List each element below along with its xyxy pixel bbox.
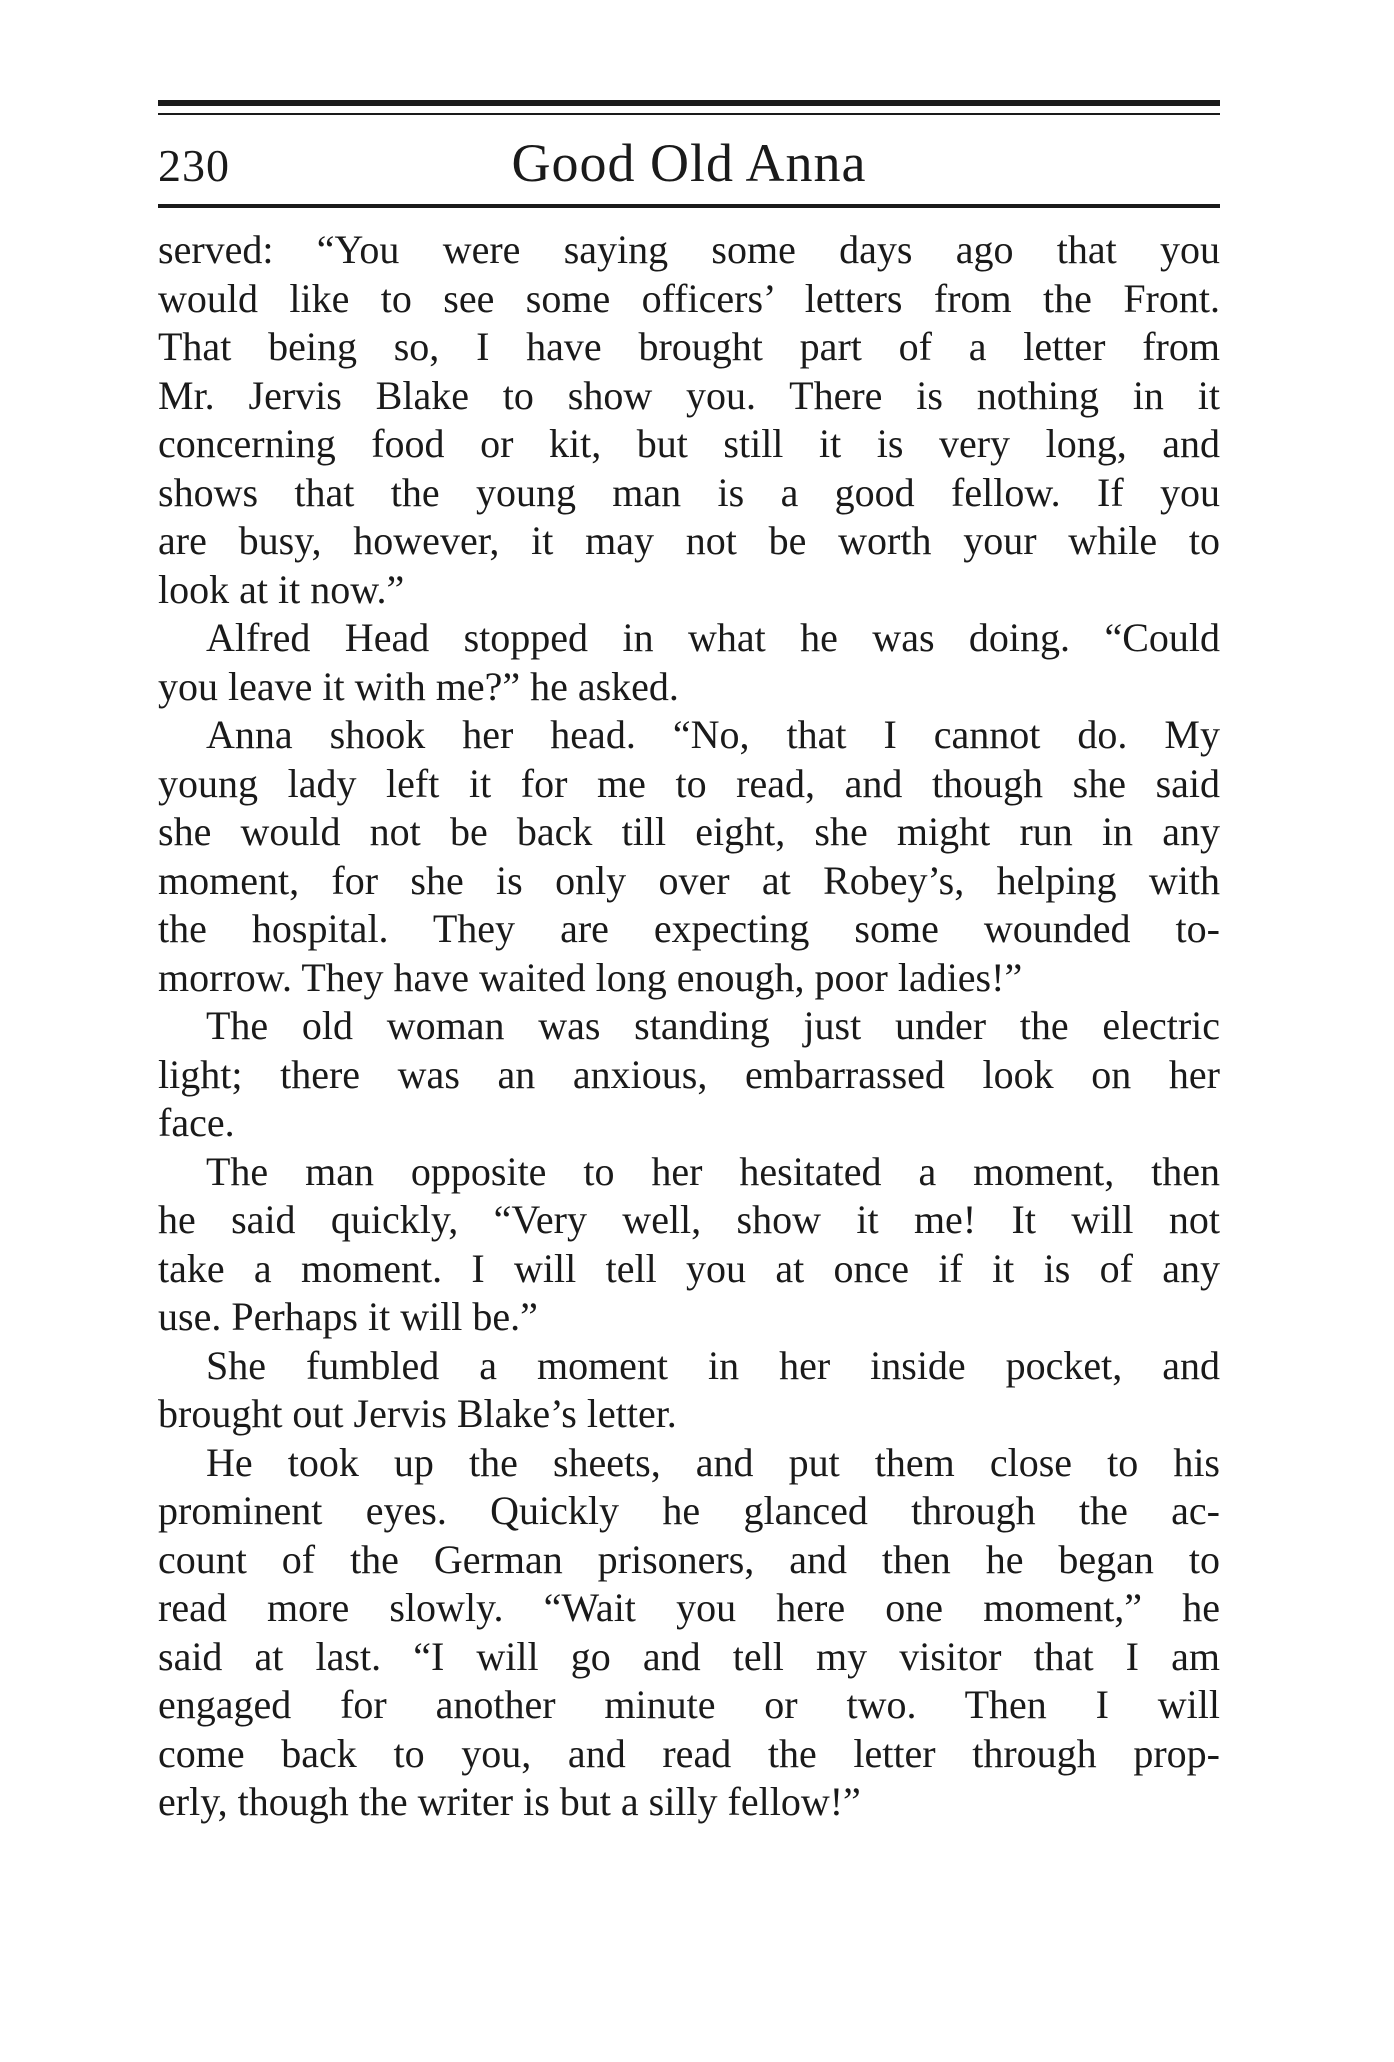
text-line: the hospital. They are expecting some wounded to- xyxy=(158,906,1220,951)
text-line: The old woman was standing just under the electric xyxy=(206,1003,1220,1048)
text-line: concerning food or kit, but still it is very long, and xyxy=(158,421,1220,466)
text-line: brought out Jervis Blake’s letter. xyxy=(158,1391,677,1436)
text-line: light; there was an anxious, embarrassed look on her xyxy=(158,1051,1220,1097)
paragraph xyxy=(158,614,1220,711)
text-line: She fumbled a moment in her inside pocket, and xyxy=(206,1342,1220,1388)
text-line: served: “You were saying some days ago that you xyxy=(158,227,1220,272)
book-title: Good Old Anna xyxy=(511,133,867,193)
text-line: Anna shook her head. “No, that I cannot do. My xyxy=(206,712,1220,757)
text-line: are busy, however, it may not be worth your while to xyxy=(158,518,1220,563)
text-line: you leave it with me?” he asked. xyxy=(158,663,679,709)
text-line: look at it now.” xyxy=(158,566,405,612)
paragraph xyxy=(158,1439,1220,1827)
text-line: take a moment. I will tell you at once if it is of any xyxy=(158,1245,1220,1291)
header-rule-thick xyxy=(158,100,1220,106)
text-line: shows that the young man is a good fellow. If you xyxy=(158,469,1220,515)
text-line: young lady left it for me to read, and though she said xyxy=(158,760,1220,806)
text-line: said at last. “I will go and tell my visitor that I am xyxy=(158,1633,1220,1679)
running-head xyxy=(158,128,1220,198)
text-line: morrow. They have waited long enough, poor ladies!” xyxy=(158,954,1023,1000)
text-line: Mr. Jervis Blake to show you. There is nothing in it xyxy=(158,372,1220,418)
paragraph xyxy=(158,226,1220,614)
header-underline-rule xyxy=(158,204,1220,208)
text-line: erly, though the writer is but a silly fellow!” xyxy=(158,1779,861,1824)
text-line: engaged for another minute or two. Then I will xyxy=(158,1682,1220,1727)
paragraph xyxy=(158,711,1220,1002)
text-line: Alfred Head stopped in what he was doing. “Could xyxy=(206,615,1220,660)
body-text xyxy=(158,226,1220,1827)
paragraph xyxy=(158,1002,1220,1148)
header-rule-thin xyxy=(158,113,1220,115)
text-line: read more slowly. “Wait you here one moment,” he xyxy=(158,1585,1220,1630)
text-line: would like to see some officers’ letters from the Front. xyxy=(158,275,1220,321)
text-line: prominent eyes. Quickly he glanced through the ac- xyxy=(158,1488,1220,1533)
text-line: come back to you, and read the letter through prop- xyxy=(158,1730,1220,1776)
text-line: use. Perhaps it will be.” xyxy=(158,1294,538,1339)
text-line: he said quickly, “Very well, show it me! It will not xyxy=(158,1197,1220,1242)
text-line: she would not be back till eight, she might run in any xyxy=(158,809,1220,854)
paragraph xyxy=(158,1148,1220,1342)
paragraph xyxy=(158,1342,1220,1439)
text-line: He took up the sheets, and put them close to his xyxy=(206,1439,1220,1485)
text-line: moment, for she is only over at Robey’s, helping with xyxy=(158,857,1220,903)
text-line: face. xyxy=(158,1100,235,1145)
text-line: The man opposite to her hesitated a moment, then xyxy=(206,1148,1220,1194)
page-number: 230 xyxy=(158,140,230,191)
text-line: count of the German prisoners, and then he began to xyxy=(158,1536,1220,1582)
text-line: That being so, I have brought part of a letter from xyxy=(158,324,1220,369)
